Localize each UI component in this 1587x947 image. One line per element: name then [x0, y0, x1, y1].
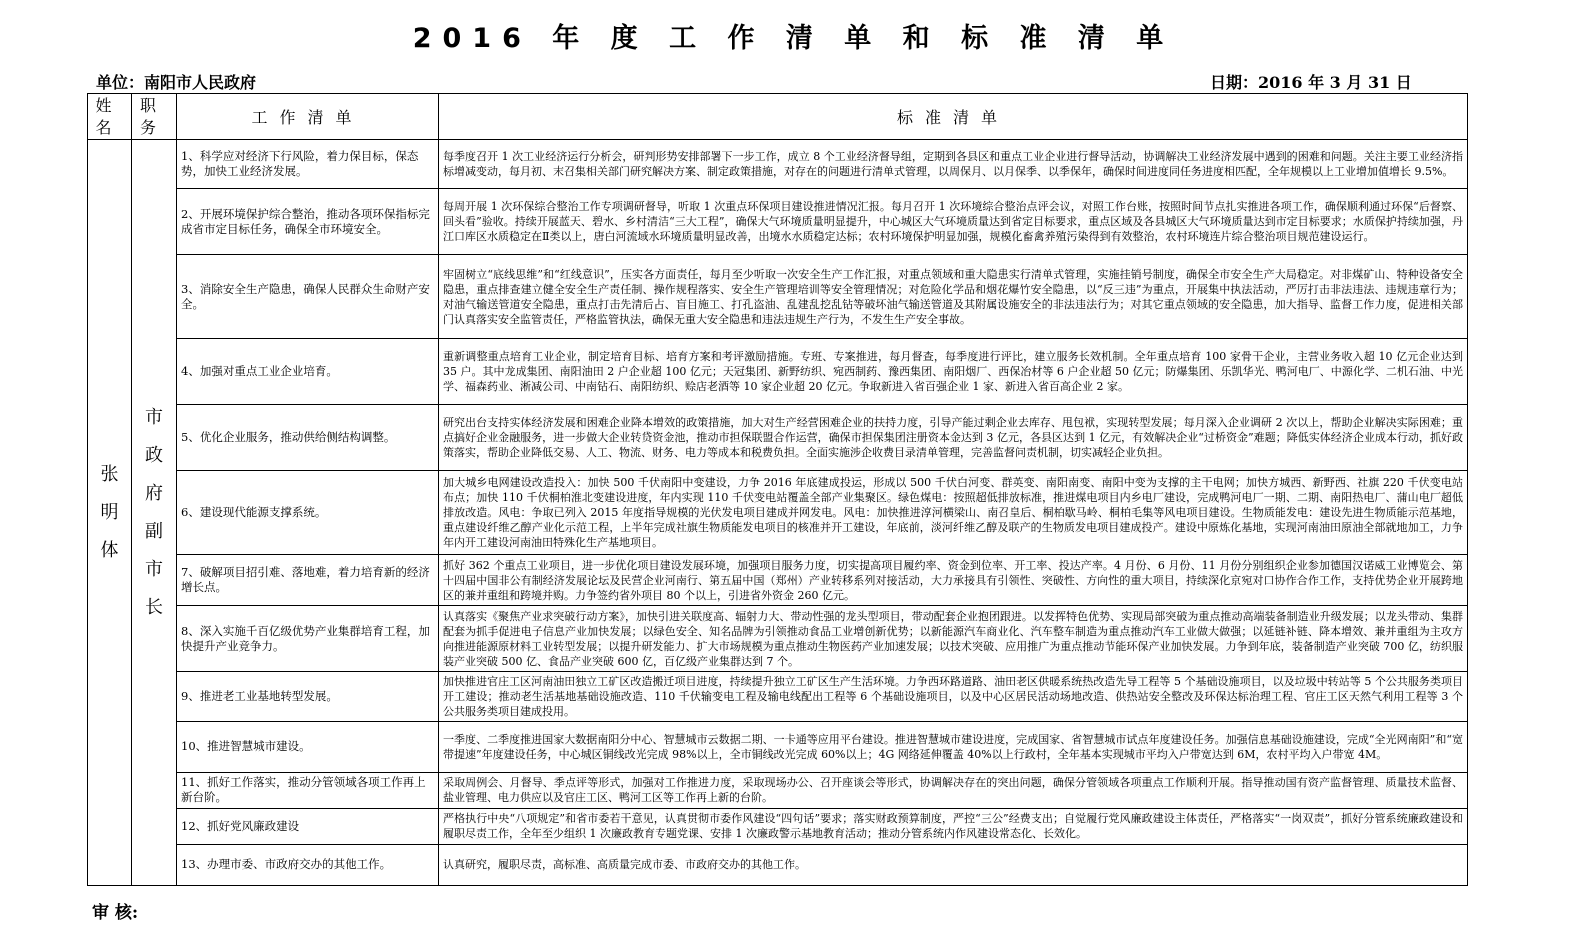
- page-title: 2016 年 度 工 作 清 单 和 标 准 清 单: [412, 23, 1175, 54]
- task-cell: 11、抓好工作落实，推动分管领域各项工作再上新台阶。: [177, 772, 439, 808]
- table-row: [88, 189, 1468, 255]
- table-row: [88, 772, 1468, 808]
- task-cell: 5、优化企业服务，推动供给侧结构调整。: [177, 405, 439, 471]
- table-row: [88, 255, 1468, 339]
- task-cell: 1、科学应对经济下行风险，着力保目标，保态势，加快工业经济发展。: [177, 140, 439, 189]
- task-cell: 7、破解项目招引难、落地难，着力培育新的经济增长点。: [177, 555, 439, 606]
- task-cell: 12、抓好党风廉政建设: [177, 808, 439, 844]
- table-row: [88, 405, 1468, 471]
- standard-cell: 重新调整重点培育工业企业，制定培育目标、培育方案和考评激励措施。专班、专案推进，每月督查，每季度进行评比，建立服务长效机制。全年重点培育 100 家骨干企业，主营业务收入超 10 亿元企业达到 35 户。其中龙成集团、南阳油田 2 户企业超 100 亿元；天冠集团、新野纺织、宛西制药、豫西集团、南阳烟厂、西保冶材等 6 户企业超 50 亿元；防爆集团、乐凯华光、鸭河电厂、中源化学、二机石油、中光学、福森药业、淅减公司、中南钻石、南阳纺织、赊店老酒等 10 家企业超 20 亿元。争取新进入省百强企业 1 家、新进入省百高企业 2 家。: [439, 339, 1468, 405]
- task-cell: 8、深入实施千百亿级优势产业集群培育工程，加快提升产业竞争力。: [177, 606, 439, 672]
- person-position-cell: [132, 140, 177, 886]
- table-row: [88, 339, 1468, 405]
- standard-cell: 认真落实《聚焦产业求突破行动方案》，加快引进关联度高、辐射力大、带动性强的龙头型项目，带动配套企业抱团跟进。以发挥特色优势、实现局部突破为重点推动高端装备制造业升级发展；以龙头带动、集群配套为抓手促进电子信息产业加快发展；以绿色安全、知名品牌为引领推动食品工业增创新优势；以新能源汽车商业化、汽车整车制造为重点推动汽车工业做大做强；以延链补链、降本增效、兼并重组为主攻方向推进能源原材料工业转型发展；以提升研发能力、扩大市场规模为重点推动生物医药产业加速发展；以技术突破、应用推广为重点推动节能环保产业加快发展。力争到年底，装备制造产业突破 700 亿，纺织服装产业突破 500 亿、食品产业突破 600 亿，百亿级产业集群达到 7 个。: [439, 606, 1468, 672]
- task-cell: 10、推进智慧城市建设。: [177, 721, 439, 772]
- standard-cell: 牢固树立“底线思维”和“红线意识”，压实各方面责任，每月至少听取一次安全生产工作汇报，对重点领域和重大隐患实行清单式管理，实施挂销号制度，确保全市安全生产大局稳定。对非煤矿山、特种设备安全隐患，重点排查建立健全安全生产责任制、操作规程落实、安全生产管理培训等安全管理情况；对危险化学品和烟花爆竹安全隐患，以“反三违”为重点，开展集中执法活动，严厉打击非法违法、违规违章行为；对油气输送管道安全隐患，重点打击先清后占、盲目施工、打孔盗油、乱建乱挖乱钻等破坏油气输送管道及其附属设施安全的非法违法行为；对其它重点领域的安全隐患，加大指导、监督工作力度，促进相关部门认真落实安全监管责任，严格监管执法，确保无重大安全隐患和违法违规生产行为，不发生生产安全事故。: [439, 255, 1468, 339]
- table-row: [88, 672, 1468, 721]
- header-work-list: 工作清单: [177, 94, 439, 140]
- standard-cell: 严格执行中央“八项规定”和省市委若干意见，认真贯彻市委作风建设“四句话”要求；落实财政预算制度，严控“三公”经费支出；自觉履行党风廉政建设主体责任，严格落实“一岗双责”，抓好分管系统廉政建设和履职尽责工作，全年至少组织 1 次廉政教育专题党课、安排 1 次廉政警示基地教育活动；推动分管系统内作风建设常态化、长效化。: [439, 808, 1468, 844]
- header-position: 职务: [132, 94, 177, 140]
- standard-cell: 采取周例会、月督导、季点评等形式，加强对工作推进力度，采取现场办公、召开座谈会等形式，协调解决存在的突出问题，确保分管领域各项重点工作顺利开展。指导推动国有资产监督管理、质量技术监督、盐业管理、电力供应以及官庄工区、鸭河工区等工作再上新的台阶。: [439, 772, 1468, 808]
- table-row: [88, 844, 1468, 885]
- table-row: [88, 721, 1468, 772]
- task-cell: 13、办理市委、市政府交办的其他工作。: [177, 844, 439, 885]
- standard-cell: 抓好 362 个重点工业项目，进一步优化项目建设发展环境，加强项目服务力度，切实提高项目履约率、资金到位率、开工率、投达产率。4 月份、6 月份、11 月份分别组织企业参加德国汉诺威工业博览会、第十四届中国非公有制经济发展论坛及民营企业河南行、第五届中国（郑州）产业转移系列对接活动，大力承接具有引领性、突破性、方向性的重大项目，持续深化京宛对口协作合作工作，支持优势企业开展跨地区的兼并重组和跨境并购。力争签约省外项目 80 个以上，引进省外资金 260 亿元。: [439, 555, 1468, 606]
- table-row: [88, 140, 1468, 189]
- task-cell: 4、加强对重点工业企业培育。: [177, 339, 439, 405]
- standard-cell: 认真研究，履职尽责，高标准、高质量完成市委、市政府交办的其他工作。: [439, 844, 1468, 885]
- standard-cell: 每季度召开 1 次工业经济运行分析会，研判形势安排部署下一步工作，成立 8 个工业经济督导组，定期到各县区和重点工业企业进行督导活动，协调解决工业经济发展中遇到的困难和问题。关注主要工业经济指标增减变动，每月初、末召集相关部门研究解决方案、制定政策措施，对存在的问题进行清单式管理，以周保月、以月保季、以季保年，确保时间进度同任务进度相匹配，全年规模以上工业增加值增长 9.5%。: [439, 140, 1468, 189]
- table-row: [88, 606, 1468, 672]
- task-cell: 3、消除安全生产隐患，确保人民群众生命财产安全。: [177, 255, 439, 339]
- standard-cell: 研究出台支持实体经济发展和困难企业降本增效的政策措施，加大对生产经营困难企业的扶持力度，引导产能过剩企业去库存、甩包袱，实现转型发展；每月深入企业调研 2 次以上，帮助企业解决实际困难；重点搞好企业金融服务，进一步做大企业转贷资金池，推动市担保联盟合作运营，确保市担保集团注册资本金达到 3 亿元，各县区达到 1 亿元，有效解决企业“过桥资金”难题；降低实体经济企业成本行动，抓好政策落实，帮助企业降低交易、人工、物流、财务、电力等成本和税费负担。全面实施涉企收费目录清单管理，完善监督问责机制，切实减轻企业负担。: [439, 405, 1468, 471]
- table-row: [88, 470, 1468, 554]
- task-cell: 6、建设现代能源支撑系统。: [177, 470, 439, 554]
- standard-cell: 加快推进官庄工区河南油田独立工矿区改造搬迁项目进度，持续提升独立工矿区生产生活环境。力争西环路道路、油田老区供暖系统热改造先导工程等 5 个基础设施项目，以及垃圾中转站等 5 个公共服务类项目开工建设；推动老生活基地基础设施改造、110 千伏输变电工程及输电线配出工程等 6 个基础设施项目，以及中心区居民活动场地改造、供热站安全整改及环保达标治理工程、官庄工区天然气利用工程等 3 个公共服务类项目建成投用。: [439, 672, 1468, 721]
- date-label: 日期：2016 年 3 月 31 日: [1210, 73, 1412, 92]
- table-row: [88, 555, 1468, 606]
- table-header-row: [88, 94, 1468, 140]
- person-name-cell: [88, 140, 132, 886]
- task-cell: 2、开展环境保护综合整治，推动各项环保指标完成省市定目标任务，确保全市环境安全。: [177, 189, 439, 255]
- work-standard-table: [87, 93, 1468, 886]
- header-standard-list: 标准清单: [439, 94, 1468, 140]
- standard-cell: 加大城乡电网建设改造投入：加快 500 千伏南阳中变建设，力争 2016 年底建成投运，形成以 500 千伏白河变、群英变、南阳南变、南阳中变为支撑的主干电网；加快方城西、新野西、社旗 220 千伏变电站布点；加快 110 千伏桐柏淮北变建设进度，年内实现 110 千伏变电站覆盖全部产业集聚区。绿色煤电：按照超低排放标准，推进煤电项目内乡电厂建设，完成鸭河电厂一期、二期、南阳热电厂、蒲山电厂超低排放改造。风电：争取已列入 2015 年度指导规模的光伏发电项目建成并网发电。风电：加快推进淳河横梁山、南召皇后、桐柏歇马岭、桐柏毛集等风电项目建设。生物质能发电：建设先进生物质能示范基地，重点建设纤维乙醇产业化示范工程，上半年完成社旗生物质能发电项目的核准并开工建设，年底前，淡河纤维乙醇及联产的生物质发电项目建成投产。建设中原炼化基地，实现河南油田原油全部就地加工，力争年内开工建设河南油田特殊化生产基地项目。: [439, 470, 1468, 554]
- unit-label: 单位：南阳市人民政府: [96, 73, 257, 92]
- standard-cell: 每周开展 1 次环保综合整治工作专项调研督导，听取 1 次重点环保项目建设推进情况汇报。每月召开 1 次环境综合整治点评会议，对照工作台账，按照时间节点扎实推进各项工作，确保顺利通过环保“后督察、回头看”验收。持续开展蓝天、碧水、乡村清洁“三大工程”，确保大气环境质量明显提升，中心城区大气环境质量达到省定目标要求，重点区域及各县城区大气环境质量达到市定目标要求；水质保护持续加强，丹江口库区水质稳定在Ⅱ类以上，唐白河流域水环境质量明显改善，出境水水质稳定达标；农村环境保护明显加强，规模化畜禽养殖污染得到有效整治，农村环境连片综合整治项目规范建设运行。: [439, 189, 1468, 255]
- task-cell: 9、推进老工业基地转型发展。: [177, 672, 439, 721]
- person-position: 市政府副市长: [145, 406, 163, 618]
- person-name: 张明体: [100, 463, 119, 561]
- table-row: [88, 808, 1468, 844]
- reviewer-label: 审 核:: [92, 903, 139, 923]
- standard-cell: 一季度、二季度推进国家大数据南阳分中心、智慧城市云数据二期、一卡通等应用平台建设。推进智慧城市建设进度，完成国家、省智慧城市试点年度建设任务。加强信息基础设施建设，完成“全光网南阳”和“宽带提速”年度建设任务，中心城区铜线改光完成 98%以上，全市铜线改光完成 60%以上；4G 网络延伸覆盖 40%以上行政村，全年基本实现城市平均入户带宽达到 6M，农村平均入户带宽 4M。: [439, 721, 1468, 772]
- header-name: 姓名: [88, 94, 132, 140]
